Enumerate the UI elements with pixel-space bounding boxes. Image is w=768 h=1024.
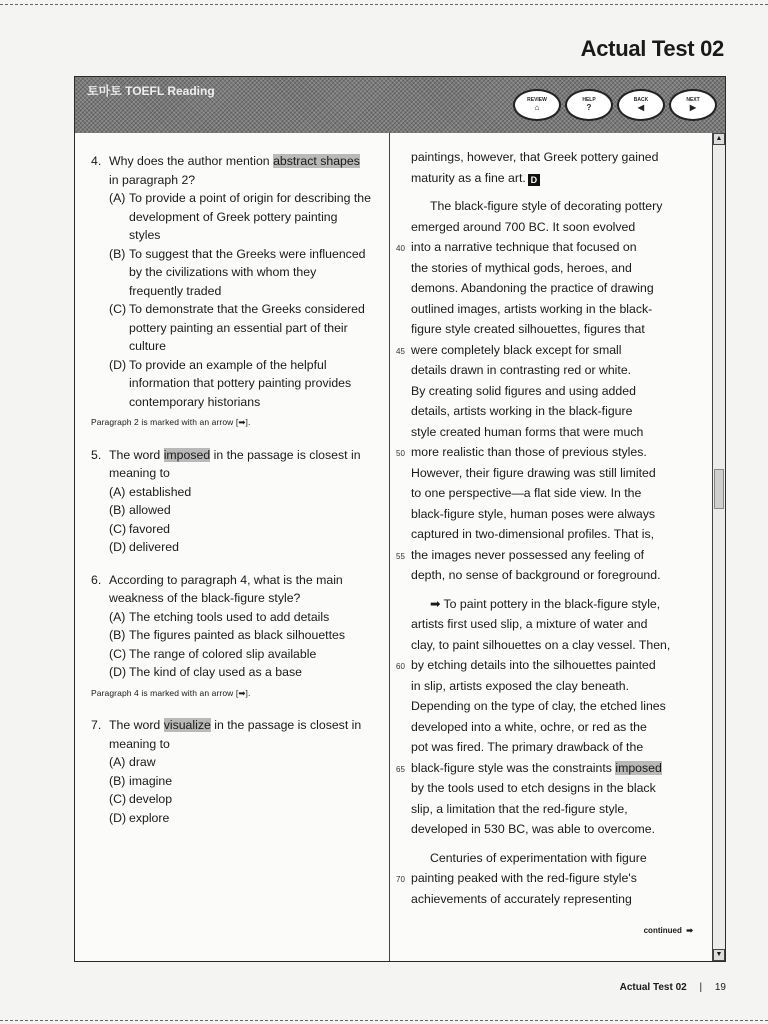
option-label: (C) bbox=[109, 302, 127, 316]
question-number: 4. bbox=[91, 154, 102, 168]
line-text: details, artists working in the black-figure bbox=[411, 404, 633, 418]
line-text: The black-figure style of decorating pottery bbox=[430, 199, 663, 213]
passage-line bbox=[411, 299, 695, 320]
option-label: (B) bbox=[109, 773, 126, 788]
option-text: develop bbox=[129, 792, 173, 806]
passage-line bbox=[411, 217, 695, 238]
option-label: (C) bbox=[109, 646, 127, 661]
line-text: maturity as a fine art. bbox=[411, 170, 526, 185]
line-text: To paint pottery in the black-figure style, bbox=[443, 596, 661, 611]
option-text: imagine bbox=[129, 773, 173, 788]
passage-line bbox=[411, 401, 695, 422]
passage-line bbox=[396, 340, 695, 361]
passage-line bbox=[411, 381, 695, 402]
answer-option[interactable] bbox=[109, 520, 371, 539]
line-text: the stories of mythical gods, heroes, and bbox=[411, 260, 632, 275]
footer-separator: | bbox=[699, 982, 703, 993]
stem-text: in the passage is closest in meaning to bbox=[109, 718, 362, 751]
continued-text: continued bbox=[643, 926, 682, 935]
passage-line bbox=[396, 237, 695, 258]
answer-option[interactable] bbox=[109, 772, 371, 791]
line-text: depth, no sense of background or foreground. bbox=[411, 568, 661, 582]
passage-line bbox=[411, 676, 695, 697]
option-text: The range of colored slip available bbox=[129, 646, 317, 661]
line-text: into a narrative technique that focused on bbox=[411, 240, 637, 254]
line-number: 55 bbox=[396, 551, 405, 561]
passage-line bbox=[411, 360, 695, 381]
line-text: Centuries of experimentation with figure bbox=[430, 850, 647, 865]
answer-options bbox=[109, 189, 371, 411]
question-stem bbox=[91, 571, 371, 608]
next-button[interactable] bbox=[669, 89, 717, 121]
answer-option[interactable] bbox=[109, 809, 371, 828]
line-text: artists first used slip, a mixture of water and bbox=[411, 617, 648, 631]
line-text: Depending on the type of clay, the etched lines bbox=[411, 699, 666, 713]
paragraph-gap bbox=[411, 586, 695, 594]
option-text: The etching tools used to add details bbox=[129, 609, 330, 624]
option-label: (A) bbox=[109, 191, 126, 205]
review-button[interactable] bbox=[513, 89, 561, 121]
question-7 bbox=[91, 716, 371, 827]
continued-label bbox=[644, 926, 693, 935]
bottom-rule bbox=[0, 1020, 768, 1021]
passage-pane bbox=[396, 147, 695, 909]
button-label: REVIEW bbox=[527, 97, 547, 104]
answer-option[interactable] bbox=[109, 608, 371, 627]
stem-text: According to paragraph 4, what is the main weakness of the black-figure style? bbox=[109, 572, 343, 605]
line-text: pot was fired. The primary drawback of the bbox=[411, 740, 644, 754]
passage-line bbox=[396, 758, 695, 779]
answer-option[interactable] bbox=[109, 645, 371, 664]
line-text: By creating solid figures and using added bbox=[411, 383, 636, 398]
answer-option[interactable] bbox=[109, 501, 371, 520]
option-label: (A) bbox=[109, 755, 126, 769]
answer-option[interactable] bbox=[109, 663, 371, 682]
passage-line bbox=[411, 717, 695, 738]
line-text: slip, a limitation that the red-figure style, bbox=[411, 801, 628, 816]
page-number: 19 bbox=[714, 982, 726, 993]
line-text: style created human forms that were much bbox=[411, 424, 644, 439]
line-text: more realistic than those of previous styles. bbox=[411, 445, 647, 459]
passage-line bbox=[411, 504, 695, 525]
paragraph-gap bbox=[411, 188, 695, 196]
answer-option[interactable] bbox=[109, 538, 371, 557]
help-button[interactable] bbox=[565, 89, 613, 121]
paragraph-note: Paragraph 2 is marked with an arrow [➡]. bbox=[91, 417, 251, 427]
line-text: the images never possessed any feeling of bbox=[411, 547, 645, 562]
question-number: 7. bbox=[91, 718, 102, 732]
button-label: BACK bbox=[633, 97, 649, 104]
passage-line bbox=[396, 868, 695, 889]
question-5 bbox=[91, 446, 371, 557]
passage-line bbox=[411, 737, 695, 758]
option-text: explore bbox=[129, 810, 170, 825]
stem-text: in paragraph 2? bbox=[109, 172, 196, 187]
option-label: (B) bbox=[109, 503, 126, 517]
line-text: developed into a white, ochre, or red as the bbox=[411, 719, 647, 734]
next-arrow-icon: ▶ bbox=[689, 103, 697, 113]
passage-line bbox=[411, 168, 695, 189]
passage-line bbox=[411, 848, 695, 869]
answer-option[interactable] bbox=[109, 626, 371, 645]
line-text: clay, to paint silhouettes on a clay vessel. Then, bbox=[411, 637, 671, 652]
line-text: black-figure style, human poses were always bbox=[411, 506, 655, 521]
question-pane bbox=[91, 152, 371, 841]
passage-line bbox=[411, 319, 695, 340]
line-text: captured in two-dimensional profiles. That is, bbox=[411, 527, 655, 541]
option-label: (C) bbox=[109, 521, 127, 536]
option-text: To provide an example of the helpful information that pottery painting provides contemporary historians bbox=[129, 357, 352, 409]
stem-text: The word bbox=[109, 447, 164, 462]
question-text bbox=[109, 716, 371, 753]
option-label: (B) bbox=[109, 628, 126, 642]
line-text: However, their figure drawing was still limited bbox=[411, 465, 656, 480]
test-window bbox=[74, 76, 726, 962]
line-number: 60 bbox=[396, 662, 405, 671]
passage-line bbox=[396, 545, 695, 566]
insertion-square-d[interactable]: D bbox=[528, 174, 540, 186]
question-stem bbox=[91, 716, 371, 753]
answer-option[interactable] bbox=[109, 483, 371, 502]
line-text: to one perspective—a flat side view. In the bbox=[411, 486, 642, 500]
line-text: by etching details into the silhouettes painted bbox=[411, 658, 656, 672]
question-4 bbox=[91, 152, 371, 432]
page-title: Actual Test 02 bbox=[580, 36, 724, 61]
question-6 bbox=[91, 571, 371, 703]
answer-option[interactable] bbox=[109, 753, 371, 772]
line-number: 45 bbox=[396, 346, 405, 356]
review-icon: ⌂ bbox=[534, 103, 540, 113]
answer-option[interactable] bbox=[109, 245, 371, 301]
passage-line bbox=[396, 442, 695, 463]
line-text: emerged around 700 BC. It soon evolved bbox=[411, 219, 636, 234]
question-stem bbox=[91, 152, 371, 189]
top-rule bbox=[0, 4, 768, 5]
answer-option[interactable] bbox=[109, 300, 371, 356]
line-number: 50 bbox=[396, 449, 405, 458]
scroll-up-button[interactable]: ▲ bbox=[713, 133, 725, 145]
passage-line bbox=[396, 655, 695, 676]
answer-options bbox=[109, 753, 371, 827]
line-text: developed in 530 BC, was able to overcome. bbox=[411, 822, 656, 836]
passage-line bbox=[411, 635, 695, 656]
answer-options bbox=[109, 483, 371, 557]
continued-arrow-icon: ➡ bbox=[684, 926, 693, 935]
answer-option[interactable] bbox=[109, 356, 371, 412]
paragraph-gap bbox=[411, 840, 695, 848]
line-text: by the tools used to etch designs in the black bbox=[411, 781, 656, 795]
help-icon: ? bbox=[586, 103, 592, 113]
scroll-down-button[interactable]: ▼ bbox=[713, 949, 725, 961]
option-text: To suggest that the Greeks were influenced by the civilizations with whom they frequently traded bbox=[129, 246, 366, 298]
option-label: (D) bbox=[109, 810, 127, 825]
highlighted-term: imposed bbox=[163, 447, 211, 462]
passage-line bbox=[411, 483, 695, 504]
button-label: HELP bbox=[582, 97, 596, 104]
back-button[interactable] bbox=[617, 89, 665, 121]
option-text: To demonstrate that the Greeks considered pottery painting an essential part of their culture bbox=[129, 302, 365, 353]
answer-options bbox=[109, 608, 371, 682]
answer-option[interactable] bbox=[109, 790, 371, 809]
line-text: details drawn in contrasting red or white. bbox=[411, 363, 632, 377]
line-number: 40 bbox=[396, 244, 405, 253]
highlighted-term: visualize bbox=[163, 718, 211, 732]
scroll-thumb[interactable] bbox=[714, 469, 724, 509]
option-text: favored bbox=[129, 521, 171, 536]
option-label: (A) bbox=[109, 609, 126, 624]
option-text: The kind of clay used as a base bbox=[129, 665, 302, 679]
passage-line bbox=[411, 696, 695, 717]
question-text bbox=[109, 152, 371, 189]
option-label: (B) bbox=[109, 246, 126, 261]
toolbar-buttons bbox=[513, 89, 717, 121]
paragraph-note: Paragraph 4 is marked with an arrow [➡]. bbox=[91, 687, 251, 698]
option-label: (D) bbox=[109, 357, 127, 372]
passage-line bbox=[411, 463, 695, 484]
passage-line bbox=[411, 594, 695, 615]
question-number: 5. bbox=[91, 447, 102, 462]
passage-line bbox=[411, 889, 695, 910]
line-text: painting peaked with the red-figure style's bbox=[411, 871, 637, 885]
passage-line bbox=[411, 278, 695, 299]
option-label: (D) bbox=[109, 540, 127, 554]
question-text bbox=[109, 571, 371, 608]
passage-line bbox=[411, 258, 695, 279]
line-number: 70 bbox=[396, 875, 405, 884]
answer-option[interactable] bbox=[109, 189, 371, 245]
option-text: The figures painted as black silhouettes bbox=[129, 628, 346, 642]
pane-divider bbox=[389, 133, 390, 961]
passage-line bbox=[411, 524, 695, 545]
page-footer bbox=[620, 982, 726, 993]
footer-title: Actual Test 02 bbox=[619, 982, 687, 993]
highlighted-term: abstract shapes bbox=[273, 154, 360, 168]
passage-scrollbar[interactable] bbox=[712, 133, 725, 961]
passage-line bbox=[411, 565, 695, 586]
passage-line bbox=[411, 819, 695, 840]
option-label: (C) bbox=[109, 792, 127, 806]
option-label: (D) bbox=[109, 665, 127, 679]
brand-label: 토마토 TOEFL Reading bbox=[87, 84, 215, 98]
passage-line bbox=[411, 422, 695, 443]
line-text: demons. Abandoning the practice of drawing bbox=[411, 281, 654, 295]
passage-line bbox=[411, 196, 695, 217]
option-text: delivered bbox=[129, 540, 179, 554]
stem-text: Why does the author mention bbox=[109, 154, 274, 168]
question-stem bbox=[91, 446, 371, 483]
highlighted-term: imposed bbox=[615, 760, 662, 775]
passage-line bbox=[411, 614, 695, 635]
line-number: 65 bbox=[396, 764, 405, 774]
line-text: were completely black except for small bbox=[411, 342, 622, 357]
passage-line bbox=[411, 778, 695, 799]
question-number: 6. bbox=[91, 572, 102, 587]
stem-text: The word bbox=[109, 718, 164, 732]
line-text: achievements of accurately representing bbox=[411, 891, 632, 906]
passage-line bbox=[411, 799, 695, 820]
line-text: black-figure style was the constraints bbox=[411, 760, 616, 775]
option-label: (A) bbox=[109, 484, 126, 499]
line-text: in slip, artists exposed the clay beneath. bbox=[411, 678, 630, 693]
option-text: allowed bbox=[129, 503, 171, 517]
option-text: To provide a point of origin for describing the development of Greek pottery painting styles bbox=[129, 191, 371, 242]
line-text: outlined images, artists working in the black- bbox=[411, 301, 653, 316]
option-text: established bbox=[129, 484, 192, 499]
back-arrow-icon: ◀ bbox=[637, 103, 645, 113]
paragraph-arrow-icon: ➡ bbox=[430, 596, 441, 611]
toolbar bbox=[75, 77, 725, 133]
button-label: NEXT bbox=[686, 97, 700, 104]
option-text: draw bbox=[129, 755, 156, 769]
question-text bbox=[109, 446, 371, 483]
passage-line: paintings, however, that Greek pottery gained bbox=[411, 150, 659, 164]
stem-text: in the passage is closest in meaning to bbox=[109, 447, 361, 480]
line-text: figure style created silhouettes, figures that bbox=[411, 322, 645, 336]
